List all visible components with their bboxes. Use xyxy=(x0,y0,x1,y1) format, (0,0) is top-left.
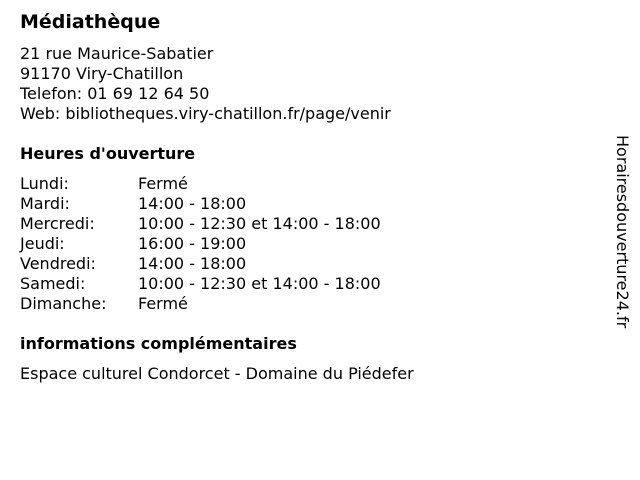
website: Web: bibliotheques.viry-chatillon.fr/page/venir xyxy=(20,104,391,123)
day-hours: Fermé xyxy=(138,294,188,313)
info-text: Espace culturel Condorcet - Domaine du Piédefer xyxy=(20,364,414,383)
day-hours: 14:00 - 18:00 xyxy=(138,194,247,213)
day-label: Samedi: xyxy=(20,274,86,293)
day-label: Jeudi: xyxy=(20,234,65,253)
hours-heading: Heures d'ouverture xyxy=(20,144,196,163)
day-label: Mercredi: xyxy=(20,214,95,233)
address-block xyxy=(20,44,391,124)
page-title: Médiathèque xyxy=(20,11,161,33)
day-hours: 14:00 - 18:00 xyxy=(138,254,247,273)
hours-row-sunday xyxy=(20,294,381,314)
hours-table xyxy=(20,174,381,314)
day-label: Mardi: xyxy=(20,194,70,213)
day-hours: 10:00 - 12:30 et 14:00 - 18:00 xyxy=(138,214,381,233)
day-label: Lundi: xyxy=(20,174,69,193)
city-address: 91170 Viry-Chatillon xyxy=(20,64,184,83)
watermark: Horairesdouverture24.fr xyxy=(613,135,632,329)
day-hours: Fermé xyxy=(138,174,188,193)
hours-row-saturday xyxy=(20,274,381,294)
day-hours: 10:00 - 12:30 et 14:00 - 18:00 xyxy=(138,274,381,293)
info-heading: informations complémentaires xyxy=(20,334,297,353)
hours-row-friday xyxy=(20,254,381,274)
day-label: Vendredi: xyxy=(20,254,96,273)
hours-row-tuesday xyxy=(20,194,381,214)
hours-row-monday xyxy=(20,174,381,194)
hours-row-thursday xyxy=(20,234,381,254)
phone-number: Telefon: 01 69 12 64 50 xyxy=(20,84,210,103)
hours-row-wednesday xyxy=(20,214,381,234)
day-label: Dimanche: xyxy=(20,294,107,313)
street-address: 21 rue Maurice-Sabatier xyxy=(20,44,214,63)
day-hours: 16:00 - 19:00 xyxy=(138,234,247,253)
